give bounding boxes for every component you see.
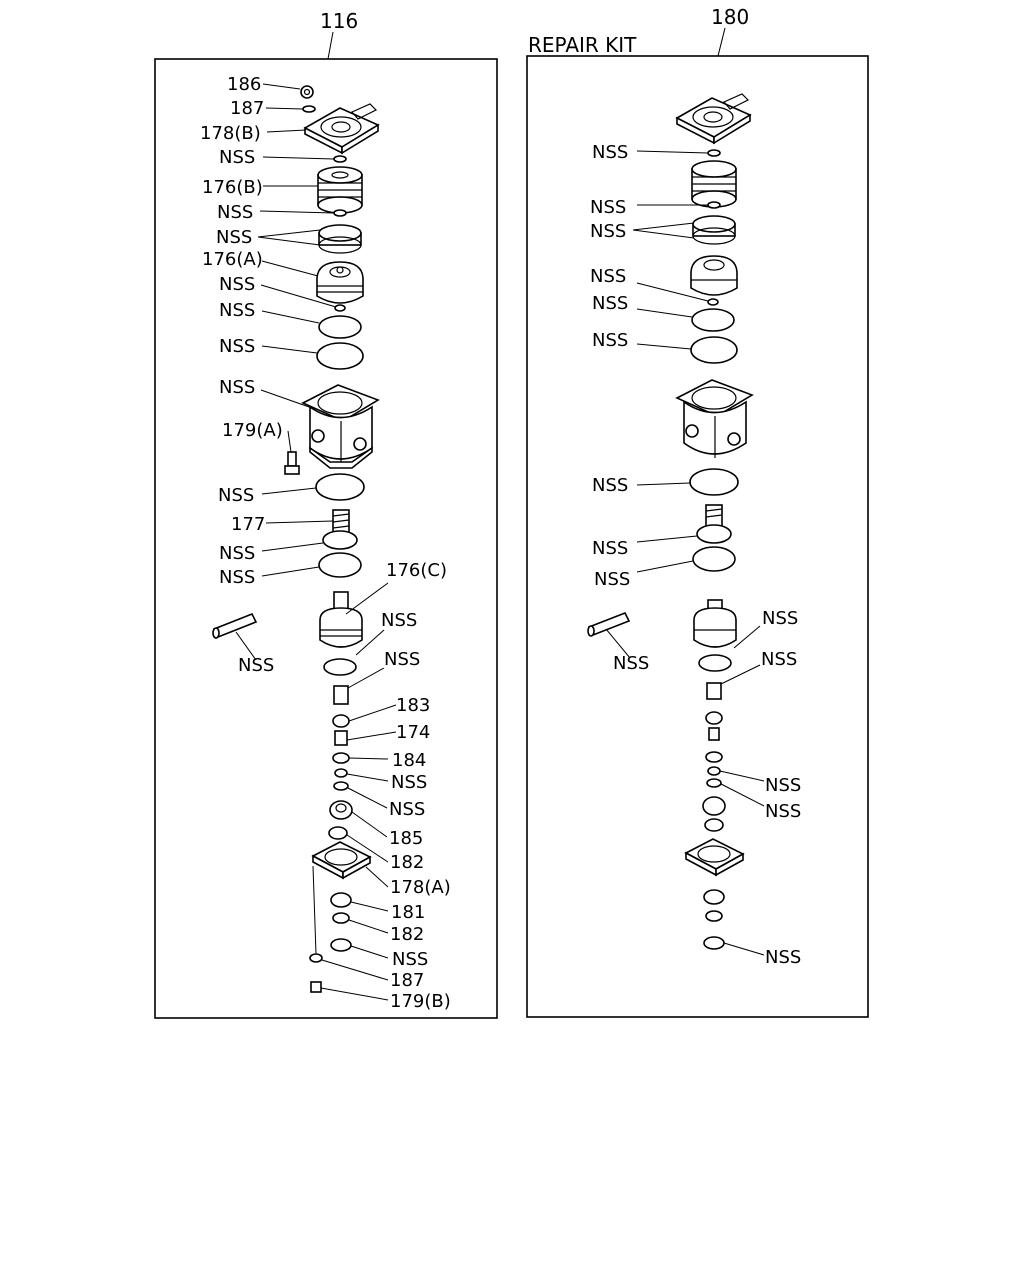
callout-label: NSS <box>762 608 799 629</box>
callout-label: NSS <box>590 197 627 218</box>
callout-label: NSS <box>384 649 421 670</box>
callout-label: NSS <box>592 538 629 559</box>
callout-label: NSS <box>219 543 256 564</box>
upper-piston-part <box>318 167 362 213</box>
right-panel <box>527 5 868 1017</box>
callout-label: NSS <box>765 801 802 822</box>
callout-label: NSS <box>217 202 254 223</box>
top-cover-part <box>677 94 750 143</box>
nut-part <box>301 86 313 98</box>
lower-piston-part <box>694 600 736 647</box>
callout-label: 178(A) <box>390 877 451 898</box>
callout-label: NSS <box>594 569 631 590</box>
callout-label: NSS <box>381 610 418 631</box>
callout-label: NSS <box>765 947 802 968</box>
callout-label: NSS <box>218 485 255 506</box>
spring-part <box>706 505 722 527</box>
pin-part <box>213 614 256 638</box>
callout-label: 176(B) <box>202 177 263 198</box>
callout-label: NSS <box>592 142 629 163</box>
callout-label: NSS <box>219 567 256 588</box>
middle-piston-part <box>691 256 737 295</box>
bottom-cover-part <box>313 842 370 878</box>
bottom-cover-part <box>686 839 743 875</box>
callout-label: NSS <box>765 775 802 796</box>
repair-kit-title: REPAIR KIT <box>528 33 637 57</box>
callout-label: 183 <box>396 695 431 716</box>
middle-piston-part <box>317 262 363 303</box>
callout-label: 181 <box>391 902 426 923</box>
upper-piston-part <box>692 161 736 207</box>
callout-label: 184 <box>392 750 427 771</box>
washer-part <box>303 106 315 112</box>
callout-label: NSS <box>592 293 629 314</box>
callout-label: 182 <box>390 924 425 945</box>
callout-label: NSS <box>590 266 627 287</box>
callout-label: NSS <box>219 377 256 398</box>
callout-label: NSS <box>613 653 650 674</box>
callout-label: NSS <box>219 147 256 168</box>
callout-label: NSS <box>592 330 629 351</box>
valve-housing-part <box>677 380 752 458</box>
top-cover-part <box>305 104 378 153</box>
callout-label: NSS <box>219 336 256 357</box>
callout-label: 182 <box>390 852 425 873</box>
callout-label: 179(A) <box>222 420 283 441</box>
callout-label: 179(B) <box>390 991 451 1012</box>
callout-label: 187 <box>390 970 425 991</box>
callout-label: 178(B) <box>200 123 261 144</box>
callout-label: 174 <box>396 722 431 743</box>
callout-label: NSS <box>216 227 253 248</box>
left-panel-number: 116 <box>320 9 359 33</box>
callout-label: 176(C) <box>386 560 447 581</box>
valve-housing-part <box>303 385 378 468</box>
callout-label: 187 <box>230 98 265 119</box>
seal-ring-part <box>319 225 361 253</box>
callout-label: NSS <box>389 799 426 820</box>
right-leader-lines <box>606 151 764 955</box>
lower-piston-part <box>320 592 362 647</box>
callout-label: NSS <box>391 772 428 793</box>
bushing-part <box>334 686 348 704</box>
right-panel-number: 180 <box>711 5 750 29</box>
callout-label: NSS <box>592 475 629 496</box>
left-panel <box>155 9 497 1018</box>
callout-label: 177 <box>231 514 266 535</box>
callout-label: NSS <box>238 655 275 676</box>
callout-label: NSS <box>392 949 429 970</box>
callout-label: NSS <box>761 649 798 670</box>
callout-label: 185 <box>389 828 424 849</box>
callout-label: 176(A) <box>202 249 263 270</box>
bolt-part <box>285 452 299 474</box>
callout-label: NSS <box>219 274 256 295</box>
callout-label: 186 <box>227 74 262 95</box>
callout-label: NSS <box>219 300 256 321</box>
callout-label: NSS <box>590 221 627 242</box>
seal-ring-part <box>693 216 735 244</box>
